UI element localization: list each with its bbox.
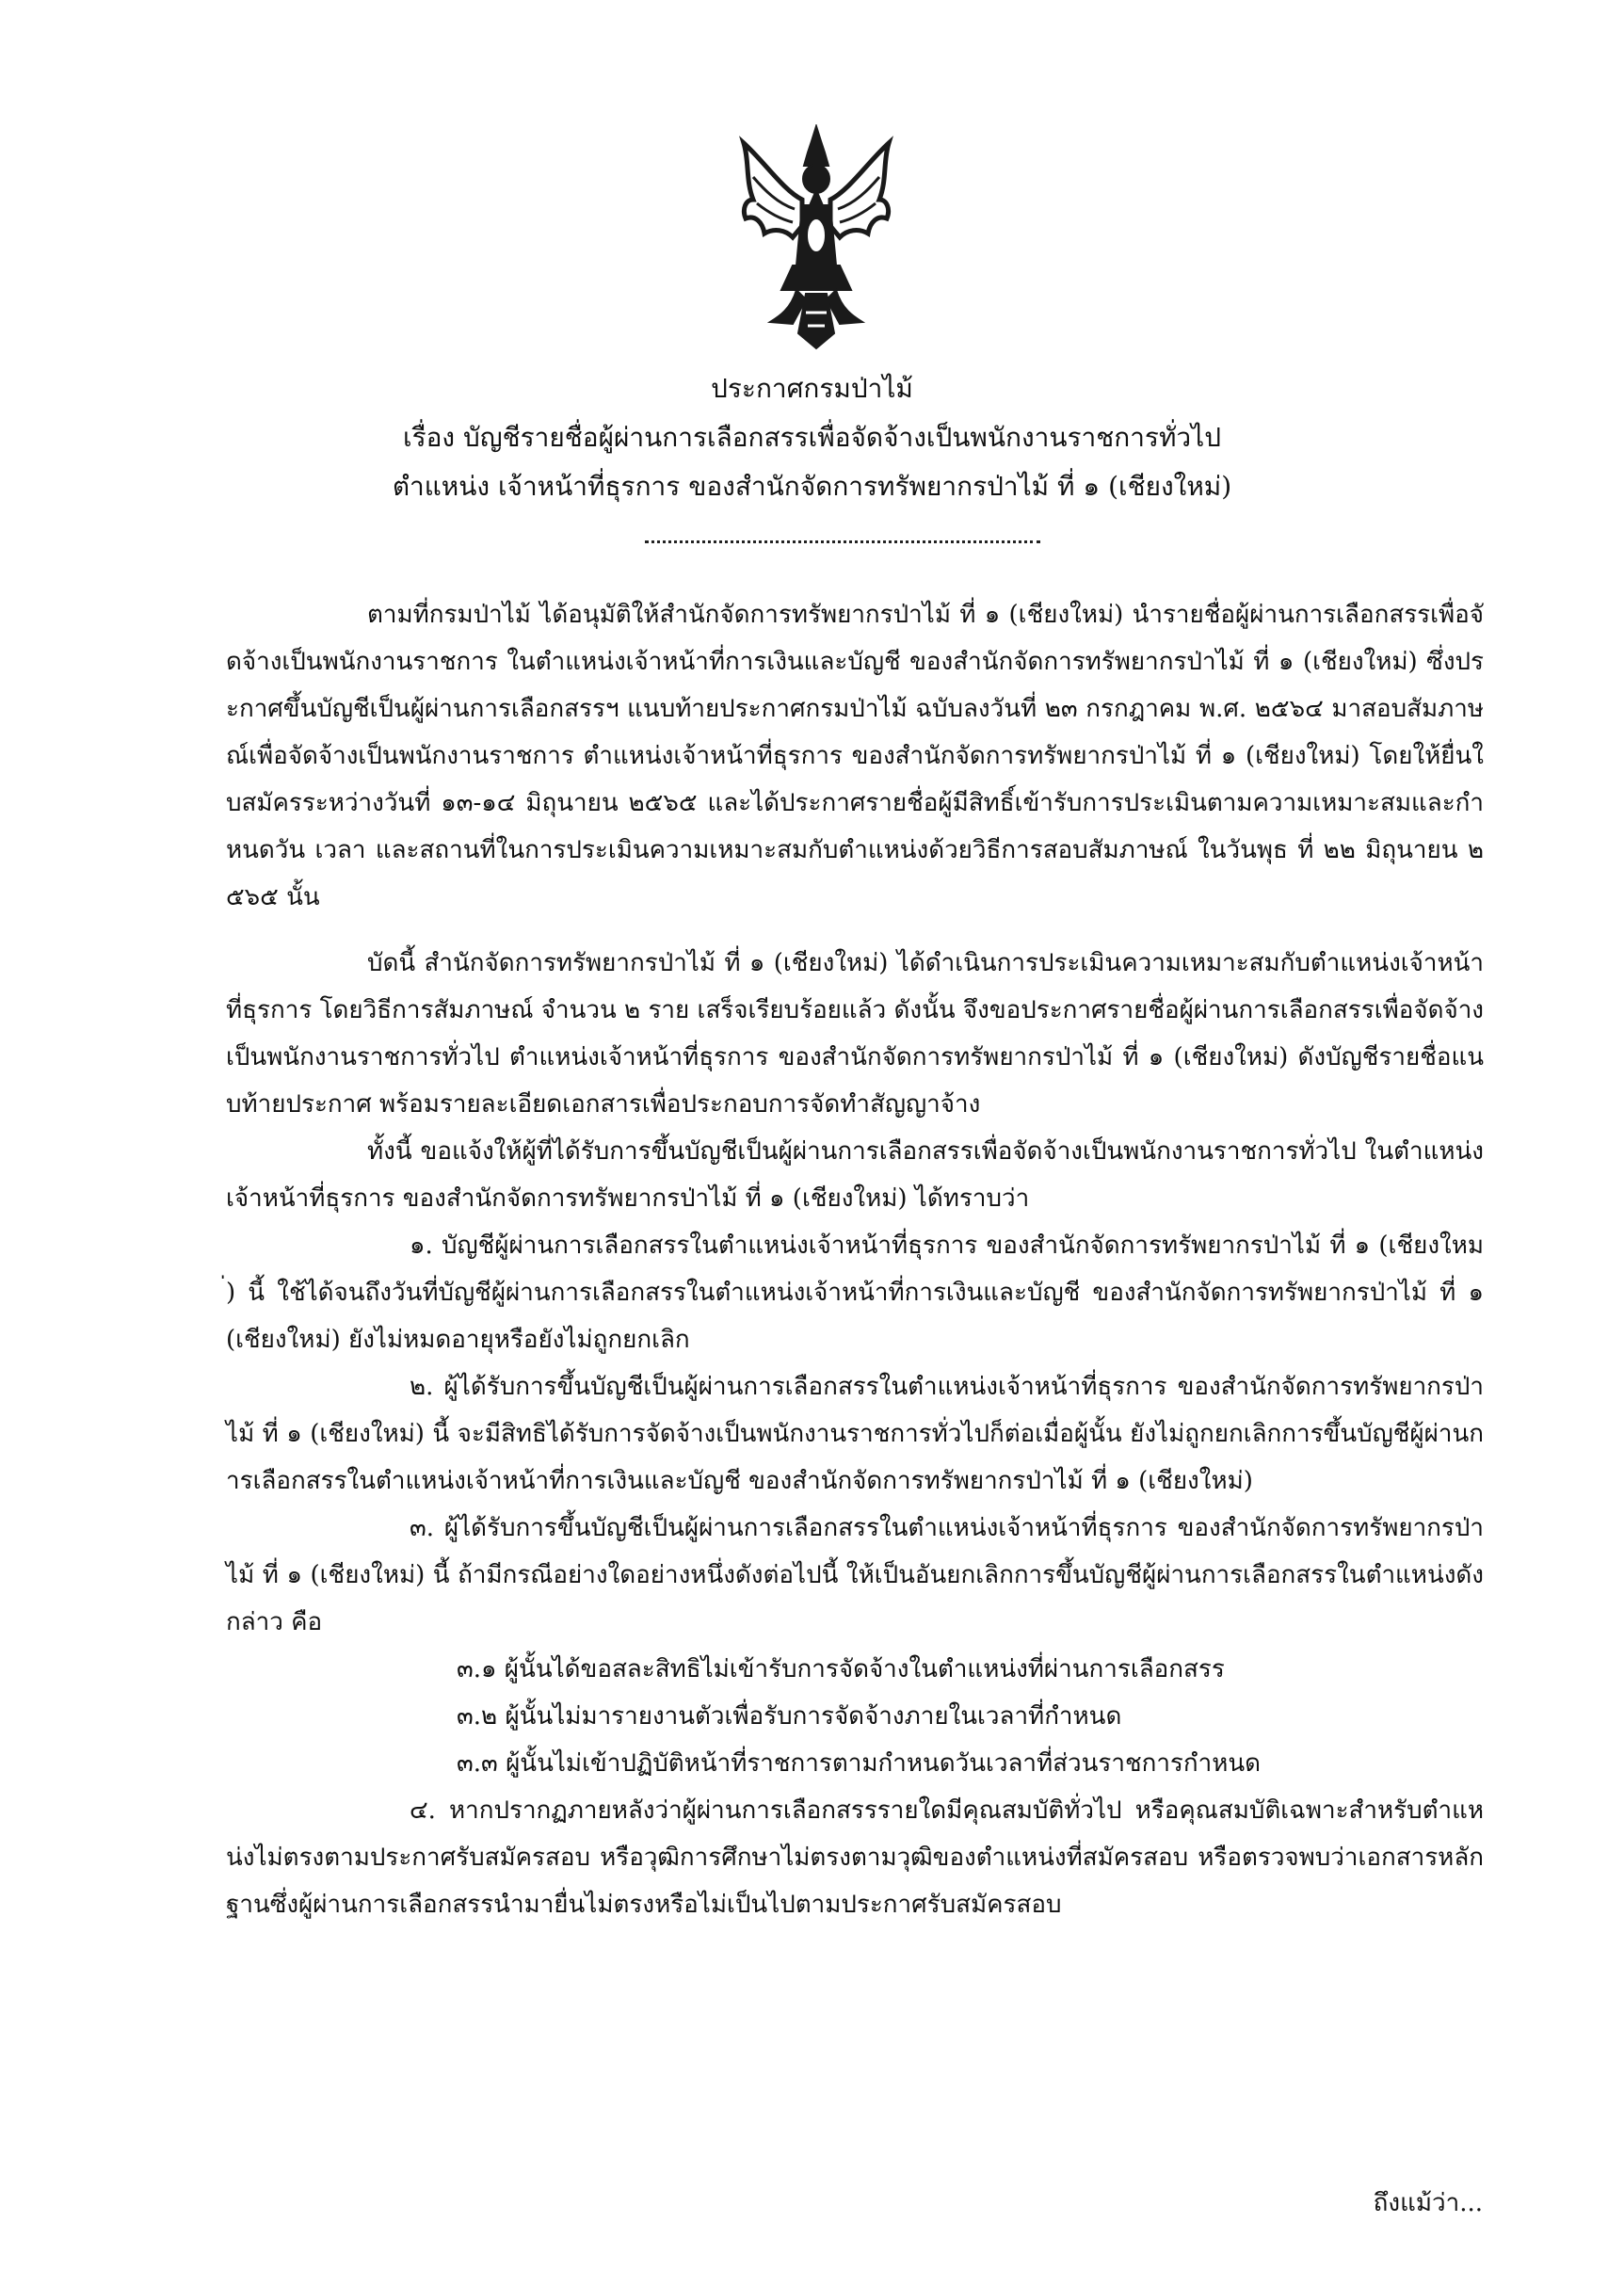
- separator-line: [645, 540, 1040, 543]
- item-1: ๑. บัญชีผู้ผ่านการเลือกสรรในตำแหน่งเจ้าหน้าที่ธุรการ ของสำนักจัดการทรัพยากรป่าไม้ ที่ ๑ (เชียงใหม่) นี้ ใช้ได้จนถึงวันที่บัญชีผู้ผ่านการเลือกสรรในตำแหน่งเจ้าหน้าที่การเงินและบัญชี ของสำนักจัดการทรัพยากรป่าไม้ ที่ ๑ (เชียงใหม่) ยังไม่หมดอายุหรือยังไม่ถูกยกเลิก: [226, 1232, 1484, 1354]
- agency-title: ประกาศกรมป่าไม้: [711, 373, 913, 404]
- item-3-3: ๓.๓ ผู้นั้นไม่เข้าปฏิบัติหน้าที่ราชการตามกำหนดวันเวลาที่ส่วนราชการกำหนด: [457, 1749, 1262, 1778]
- position-line: ตำแหน่ง เจ้าหน้าที่ธุรการ ของสำนักจัดการทรัพยากรป่าไม้ ที่ ๑ (เชียงใหม่): [392, 471, 1232, 502]
- paragraph-3: ทั้งนี้ ขอแจ้งให้ผู้ที่ได้รับการขึ้นบัญชีเป็นผู้ผ่านการเลือกสรรเพื่อจัดจ้างเป็นพนักงานราชการทั่วไป ในตำแหน่งเจ้าหน้าที่ธุรการ ของสำนักจัดการทรัพยากรป่าไม้ ที่ ๑ (เชียงใหม่) ได้ทราบว่า: [226, 1137, 1484, 1213]
- item-4: ๔. หากปรากฏภายหลังว่าผู้ผ่านการเลือกสรรรายใดมีคุณสมบัติทั่วไป หรือคุณสมบัติเฉพาะสำหรับตำแหน่งไม่ตรงตามประกาศรับสมัครสอบ หรือวุฒิการศึกษาไม่ตรงตามวุฒิของตำแหน่งที่สมัครสอบ หรือตรวจพบว่าเอกสารหลักฐานซึ่งผู้ผ่านการเลือกสรรนำมายื่นไม่ตรงหรือไม่เป็นไปตามประกาศรับสมัครสอบ: [226, 1796, 1484, 1919]
- item-3: ๓. ผู้ได้รับการขึ้นบัญชีเป็นผู้ผ่านการเลือกสรรในตำแหน่งเจ้าหน้าที่ธุรการ ของสำนักจัดการทรัพยากรป่าไม้ ที่ ๑ (เชียงใหม่) นี้ ถ้ามีกรณีอย่างใดอย่างหนึ่งดังต่อไปนี้ ให้เป็นอันยกเลิกการขึ้นบัญชีผู้ผ่านการเลือกสรรในตำแหน่งดังกล่าว คือ: [226, 1514, 1484, 1636]
- item-3-1: ๓.๑ ผู้นั้นได้ขอสละสิทธิไม่เข้ารับการจัดจ้างในตำแหน่งที่ผ่านการเลือกสรร: [457, 1655, 1225, 1683]
- garuda-emblem-icon: [736, 124, 896, 350]
- paragraph-2: บัดนี้ สำนักจัดการทรัพยากรป่าไม้ ที่ ๑ (เชียงใหม่) ได้ดำเนินการประเมินความเหมาะสมกับตำแหน่งเจ้าหน้าที่ธุรการ โดยวิธีการสัมภาษณ์ จำนวน ๒ ราย เสร็จเรียบร้อยแล้ว ดังนั้น จึงขอประกาศรายชื่อผู้ผ่านการเลือกสรรเพื่อจัดจ้างเป็นพนักงานราชการทั่วไป ตำแหน่งเจ้าหน้าที่ธุรการ ของสำนักจัดการทรัพยากรป่าไม้ ที่ ๑ (เชียงใหม่) ดังบัญชีรายชื่อแนบท้ายประกาศ พร้อมรายละเอียดเอกสารเพื่อประกอบการจัดทำสัญญาจ้าง: [226, 949, 1484, 1119]
- subject-line: เรื่อง บัญชีรายชื่อผู้ผ่านการเลือกสรรเพื่อจัดจ้างเป็นพนักงานราชการทั่วไป: [403, 422, 1221, 453]
- item-2: ๒. ผู้ได้รับการขึ้นบัญชีเป็นผู้ผ่านการเลือกสรรในตำแหน่งเจ้าหน้าที่ธุรการ ของสำนักจัดการทรัพยากรป่าไม้ ที่ ๑ (เชียงใหม่) นี้ จะมีสิทธิได้รับการจัดจ้างเป็นพนักงานราชการทั่วไปก็ต่อเมื่อผู้นั้น ยังไม่ถูกยกเลิกการขึ้นบัญชีผู้ผ่านการเลือกสรรในตำแหน่งเจ้าหน้าที่การเงินและบัญชี ของสำนักจัดการทรัพยากรป่าไม้ ที่ ๑ (เชียงใหม่): [226, 1373, 1484, 1495]
- continuation-text: ถึงแม้ว่า...: [1373, 2189, 1483, 2217]
- document-body: [226, 591, 1484, 1928]
- item-3-2: ๓.๒ ผู้นั้นไม่มารายงานตัวเพื่อรับการจัดจ้างภายในเวลาที่กำหนด: [457, 1702, 1122, 1731]
- paragraph-1: ตามที่กรมป่าไม้ ได้อนุมัติให้สำนักจัดการทรัพยากรป่าไม้ ที่ ๑ (เชียงใหม่) นำรายชื่อผู้ผ่านการเลือกสรรเพื่อจัดจ้างเป็นพนักงานราชการ ในตำแหน่งเจ้าหน้าที่การเงินและบัญชี ของสำนักจัดการทรัพยากรป่าไม้ ที่ ๑ (เชียงใหม่) ซึ่งประกาศขึ้นบัญชีเป็นผู้ผ่านการเลือกสรรฯ แนบท้ายประกาศกรมป่าไม้ ฉบับลงวันที่ ๒๓ กรกฎาคม พ.ศ. ๒๕๖๔ มาสอบสัมภาษณ์เพื่อจัดจ้างเป็นพนักงานราชการ ตำแหน่งเจ้าหน้าที่ธุรการ ของสำนักจัดการทรัพยากรป่าไม้ ที่ ๑ (เชียงใหม่) โดยให้ยื่นใบสมัครระหว่างวันที่ ๑๓-๑๔ มิถุนายน ๒๕๖๕ และได้ประกาศรายชื่อผู้มีสิทธิ์เข้ารับการประเมินตามความเหมาะสมและกำหนดวัน เวลา และสถานที่ในการประเมินความเหมาะสมกับตำแหน่งด้วยวิธีการสอบสัมภาษณ์ ในวันพุธ ที่ ๒๒ มิถุนายน ๒๕๖๕ นั้น: [226, 601, 1484, 911]
